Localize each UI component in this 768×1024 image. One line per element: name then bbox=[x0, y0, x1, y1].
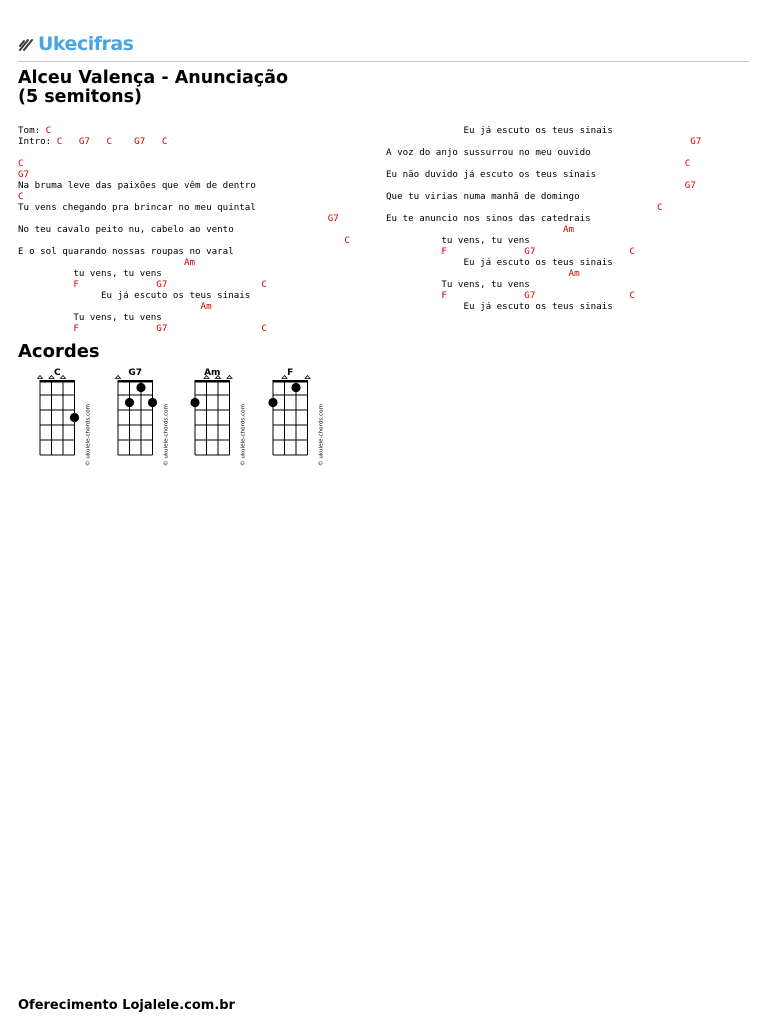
chord-text: G7 bbox=[386, 136, 702, 147]
lyric-line bbox=[18, 246, 350, 257]
chord-text: F G7 C bbox=[386, 290, 635, 301]
watermark-text: © ukulele-chords.com bbox=[240, 404, 247, 466]
lyric-line bbox=[386, 169, 701, 180]
lyric-line bbox=[18, 290, 350, 301]
chord-diagram-g7 bbox=[108, 366, 178, 470]
chord-line bbox=[386, 268, 701, 279]
lyric-line bbox=[386, 191, 701, 202]
chord-line bbox=[18, 257, 350, 268]
lyric-text: Intro: bbox=[18, 136, 57, 147]
finger-dot bbox=[70, 413, 79, 422]
chord-name: F bbox=[286, 368, 293, 378]
open-string-marker bbox=[38, 376, 43, 379]
lyric-text: Tom: bbox=[18, 125, 46, 136]
lyric-text: No teu cavalo peito nu, cabelo ao vento bbox=[18, 224, 234, 235]
chord-text: G7 bbox=[18, 213, 339, 224]
chord-name: C bbox=[53, 368, 61, 378]
chord-text: C G7 C G7 C bbox=[56, 136, 168, 147]
open-string-marker bbox=[305, 376, 310, 379]
chord-text: C bbox=[386, 158, 691, 169]
finger-dot bbox=[190, 398, 199, 407]
lyric-text: A voz do anjo sussurrou no meu ouvido bbox=[386, 147, 591, 158]
chord-text: F G7 C bbox=[386, 246, 635, 257]
lyric-text: E o sol quarando nossas roupas no varal bbox=[18, 246, 234, 257]
lyric-text: Tu vens, tu vens bbox=[18, 312, 162, 323]
watermark-text: © ukulele-chords.com bbox=[85, 404, 92, 466]
lyric-line bbox=[18, 224, 350, 235]
song-title bbox=[18, 69, 288, 107]
chord-text: C bbox=[18, 158, 24, 169]
chord-text: G7 bbox=[18, 169, 30, 180]
lyric-text: tu vens, tu vens bbox=[386, 235, 530, 246]
lyric-line bbox=[18, 268, 350, 279]
chord-diagram-am bbox=[185, 366, 255, 470]
lyric-line bbox=[386, 279, 701, 290]
lyric-line bbox=[386, 257, 701, 268]
lyric-line bbox=[386, 147, 701, 158]
lyric-text: Eu já escuto os teus sinais bbox=[386, 257, 613, 268]
nut bbox=[273, 380, 308, 383]
lyric-line bbox=[18, 147, 350, 158]
chord-line bbox=[386, 136, 701, 147]
footer-text: Oferecimento Lojalele.com.br bbox=[18, 998, 235, 1013]
lyric-line bbox=[18, 202, 350, 213]
lyric-line bbox=[386, 125, 701, 136]
lyric-text: Que tu virias numa manhã de domingo bbox=[386, 191, 580, 202]
chord-line bbox=[18, 158, 350, 169]
lyric-text bbox=[18, 147, 24, 158]
watermark-text: © ukulele-chords.com bbox=[318, 404, 324, 466]
chord-text: F G7 C bbox=[18, 279, 267, 290]
chord-line bbox=[18, 235, 350, 246]
pick-icon bbox=[18, 37, 34, 51]
lyric-text: Eu te anuncio nos sinos das catedrais bbox=[386, 213, 591, 224]
lyric-text: tu vens, tu vens bbox=[18, 268, 162, 279]
lyric-line bbox=[18, 180, 350, 191]
logo-text: Ukecifras bbox=[38, 33, 134, 55]
chord-line bbox=[18, 279, 350, 290]
nut bbox=[40, 380, 75, 383]
chord-line bbox=[18, 323, 350, 334]
chord-line bbox=[386, 158, 701, 169]
watermark-text: © ukulele-chords.com bbox=[163, 404, 169, 466]
chord-text: C bbox=[386, 202, 663, 213]
lyric-text: Eu não duvido já escuto os teus sinais bbox=[386, 169, 597, 180]
lyric-text: Eu já escuto os teus sinais bbox=[18, 290, 251, 301]
chord-line bbox=[386, 180, 701, 191]
finger-dot bbox=[147, 398, 156, 407]
song-title-line1: Alceu Valença - Anunciação bbox=[18, 68, 288, 88]
chord-line bbox=[18, 191, 350, 202]
chord-line bbox=[386, 224, 701, 235]
finger-dot bbox=[136, 383, 145, 392]
chord-text: F G7 C bbox=[18, 323, 267, 334]
chord-name: G7 bbox=[127, 368, 142, 378]
chord-line bbox=[18, 213, 350, 224]
chord-diagram-c bbox=[30, 366, 100, 470]
song-title-line2: (5 semitons) bbox=[18, 87, 143, 107]
lyric-line bbox=[386, 235, 701, 246]
chords-section-title: Acordes bbox=[18, 341, 100, 362]
chord-diagram-f bbox=[263, 366, 333, 470]
chord-line bbox=[18, 136, 350, 147]
chord-text: C bbox=[18, 235, 350, 246]
open-string-marker bbox=[227, 376, 232, 379]
lyric-text: Tu vens, tu vens bbox=[386, 279, 530, 290]
chord-text: Am bbox=[18, 301, 212, 312]
chord-name: Am bbox=[204, 368, 221, 378]
nut bbox=[118, 380, 153, 383]
lyric-text: Tu vens chegando pra brincar no meu quintal bbox=[18, 202, 256, 213]
chord-line bbox=[386, 290, 701, 301]
finger-dot bbox=[124, 398, 133, 407]
chord-line bbox=[386, 246, 701, 257]
chord-text: Am bbox=[18, 257, 196, 268]
chord-text: Am bbox=[386, 224, 575, 235]
chord-line bbox=[18, 125, 350, 136]
chord-line bbox=[18, 169, 350, 180]
finger-dot bbox=[291, 383, 300, 392]
chord-text: C bbox=[45, 125, 52, 136]
chord-line bbox=[386, 202, 701, 213]
finger-dot bbox=[268, 398, 277, 407]
lyric-text: Eu já escuto os teus sinais bbox=[386, 301, 613, 312]
lyrics-column-right bbox=[386, 125, 701, 312]
open-string-marker bbox=[115, 376, 120, 379]
open-string-marker bbox=[61, 376, 66, 379]
lyric-line bbox=[18, 312, 350, 323]
nut bbox=[195, 380, 230, 383]
lyrics-column-left bbox=[18, 125, 350, 334]
chord-text: G7 bbox=[386, 180, 696, 191]
chord-text: Am bbox=[386, 268, 580, 279]
lyric-line bbox=[386, 213, 701, 224]
lyric-text: Na bruma leve das paixões que vêm de dentro bbox=[18, 180, 256, 191]
lyric-line bbox=[386, 301, 701, 312]
header-divider bbox=[18, 61, 749, 62]
lyric-text: Eu já escuto os teus sinais bbox=[386, 125, 613, 136]
logo bbox=[18, 34, 133, 54]
chord-line bbox=[18, 301, 350, 312]
chord-text: C bbox=[18, 191, 24, 202]
